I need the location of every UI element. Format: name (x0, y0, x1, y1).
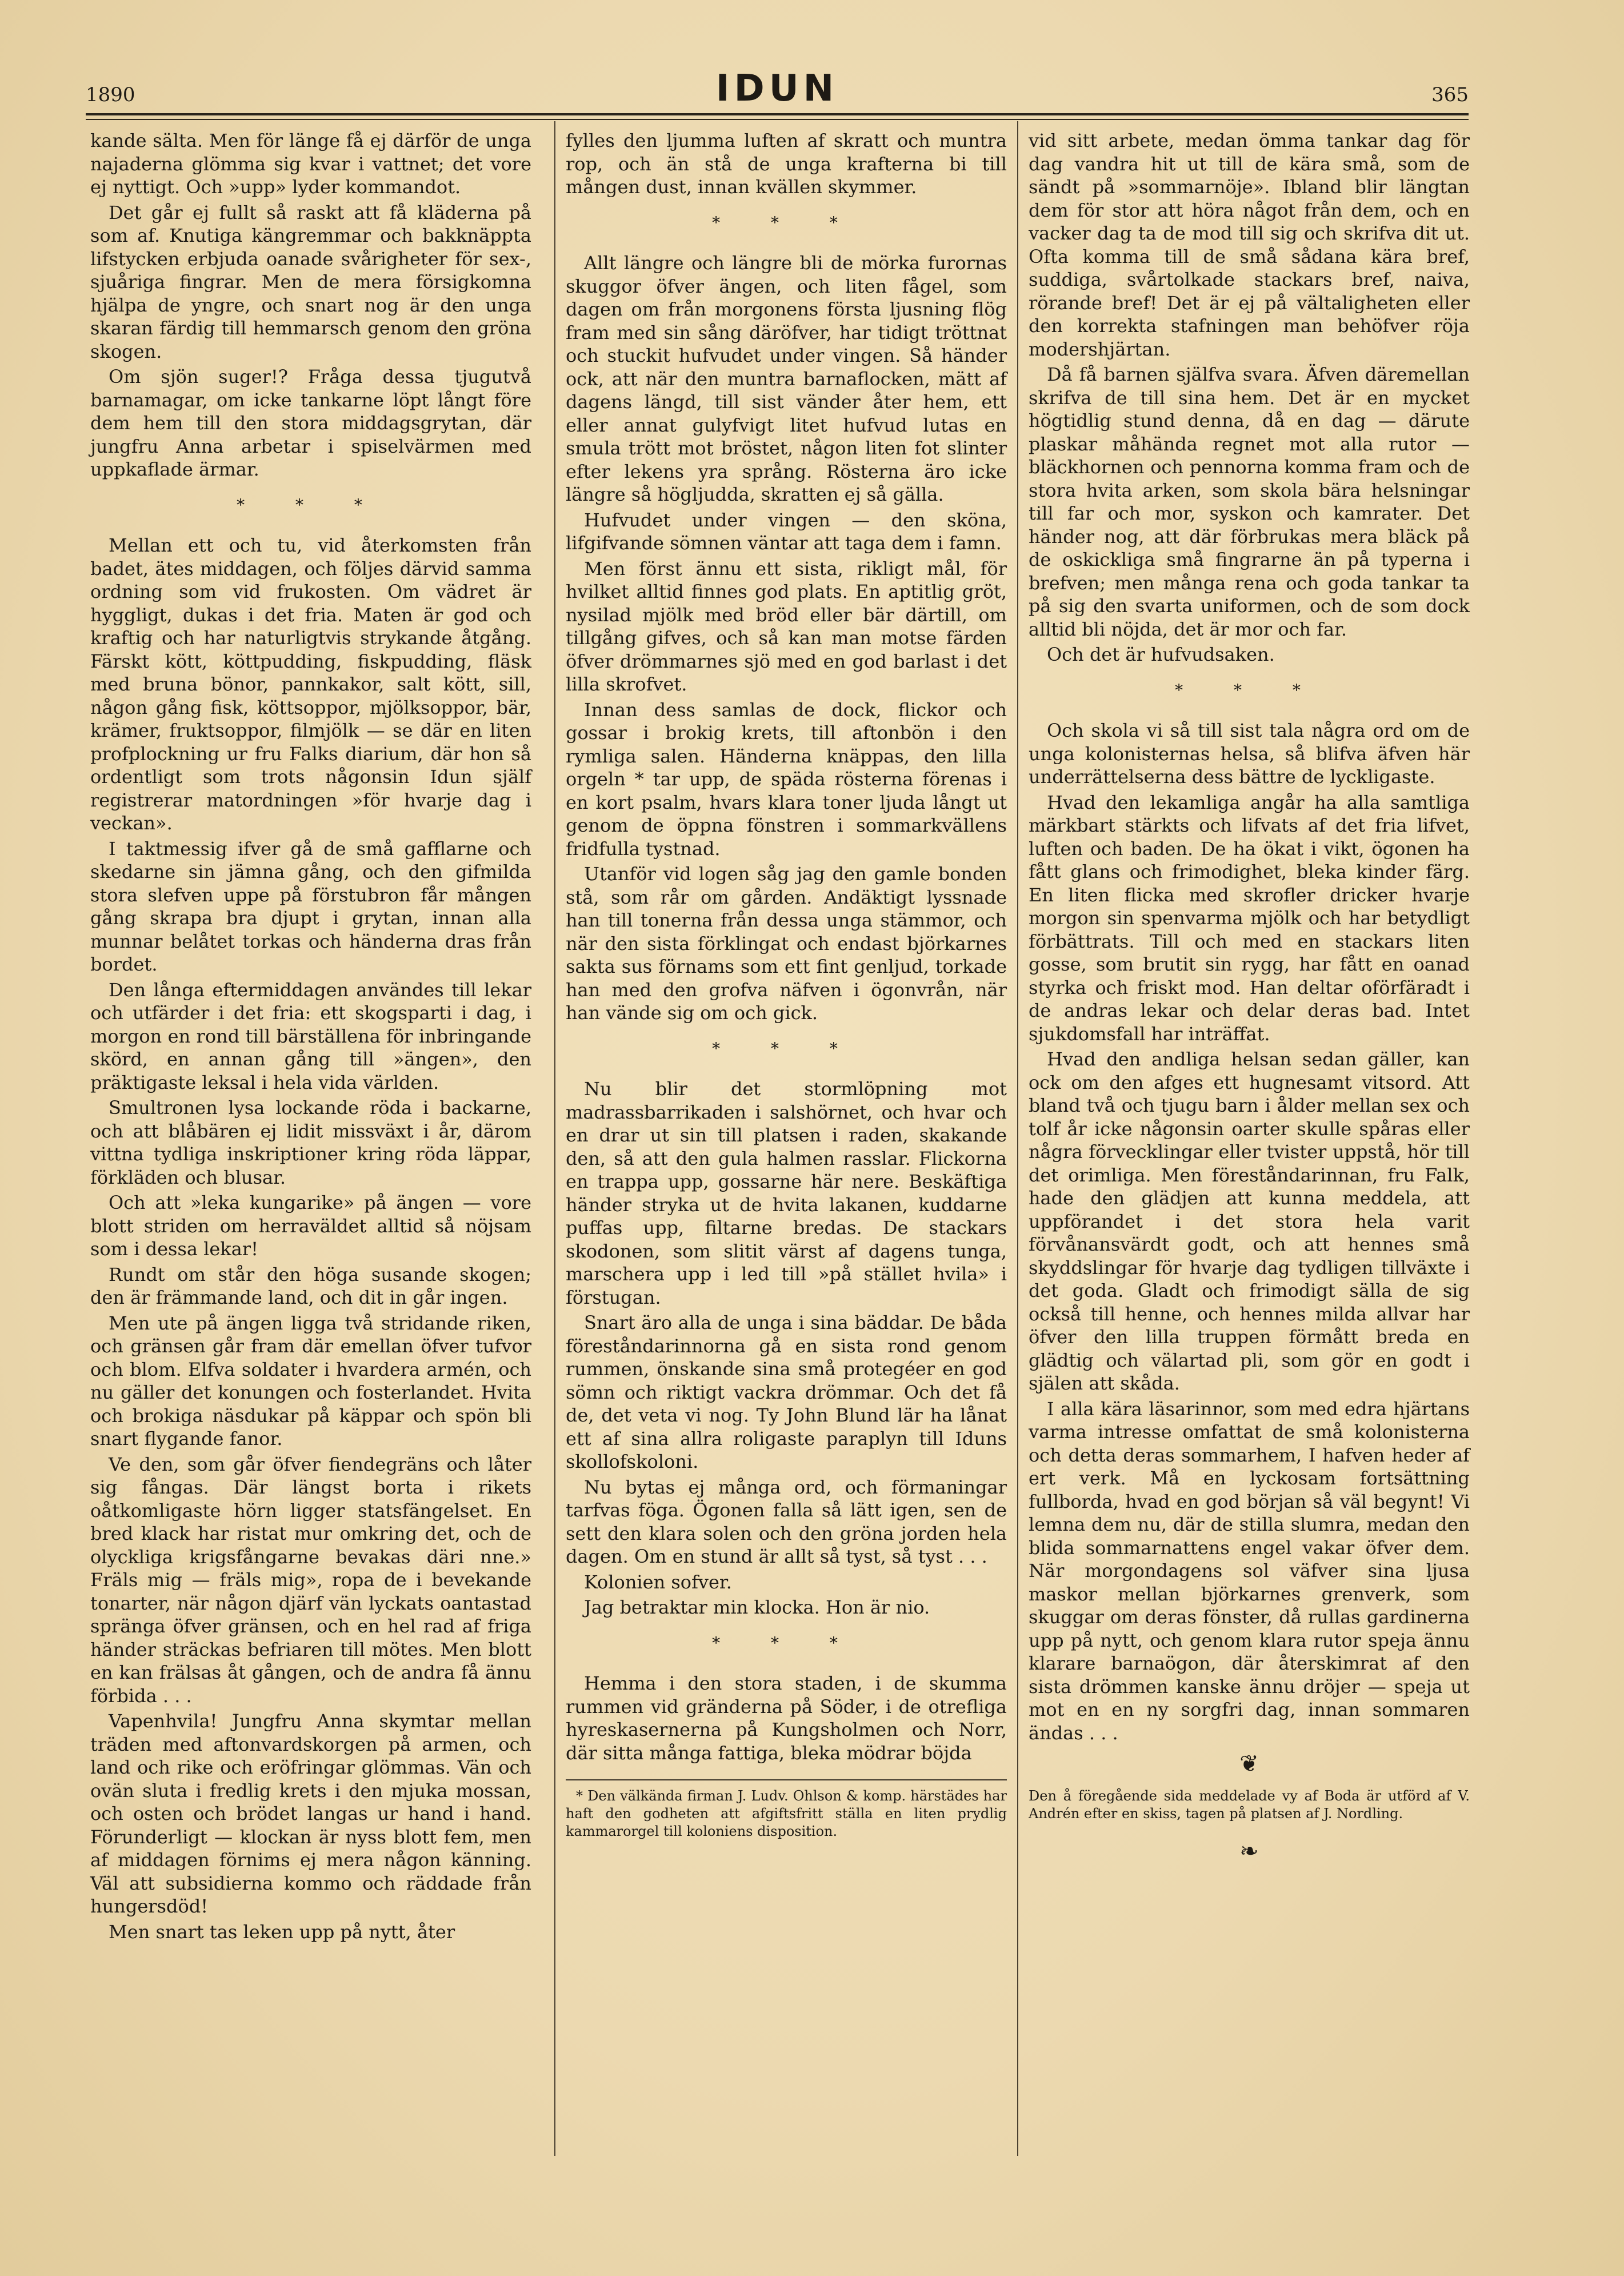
paragraph: Och skola vi så till sist tala några ord om de unga kolonisternas helsa, så blifva äfven här underrättelserna dess bättre de lyckligaste. (1029, 720, 1470, 788)
paragraph: kande sälta. Men för länge få ej därför de unga najaderna glömma sig kvar i vattnet; det vore ej nyttigt. Och »upp» lyder kommandot. (90, 130, 531, 198)
column-divider-2 (1017, 121, 1018, 2156)
paragraph: I alla kära läsarinnor, som med edra hjärtans varma intresse omfattat de små kolonisterna och detta deras sommarhem, I hafven heder af ert verk. Må en lyckosam fortsättning fullborda, hvad en god början så väl begynt! Vi lemna dem nu, där de stilla slumra, medan den blida sommarnattens engel vakar öfver dem. När morgondagens sol väfver sina ljusa maskor mellan björkarnes grenverk, som skuggar om deras fönster, då rullas gardinerna upp på nytt, och genom klara rutor speja ännu klarare barnaögon, där återskimrat af den sista drömmen kanske ännu dröjer — speja ut mot en en ny sorgfri dag, innan sommaren ändas . . . (1029, 1397, 1470, 1744)
header-rule-top (86, 113, 1469, 115)
ornament-icon: ❦ (1239, 1751, 1259, 1777)
paragraph: Om sjön suger!? Fråga dessa tjugutvå barnamagar, om icke tankarne löpt långt före dem hem till den stora middagsgrytan, där jungfru Anna arbetar i spiselvärmen med uppkaflade ärmar. (90, 366, 531, 480)
paragraph: Vapenhvila! Jungfru Anna skymtar mellan träden med aftonvardskorgen på armen, och land och rike och eröfringar glömmas. Vän och ovän sluta i fredlig krets i den mjuka mossan, och osten och brödet langas ur hand i hand. Förunderligt — klockan är nyss blott fem, men af middagen förnims ej mera någon känning. Väl att subsidierna kommo och räddade från hungersdöd! (90, 1710, 531, 1917)
paragraph: Och det är hufvudsaken. (1047, 644, 1275, 665)
section-separator: * * * (712, 1039, 861, 1058)
paragraph: Hemma i den stora staden, i de skumma rummen vid gränderna på Söder, i de otrefliga hyreskasernerna på Kungsholmen och Norr, där sitta många fattiga, bleka mödrar böjda (566, 1672, 1007, 1764)
section-separator: * * * (712, 1633, 861, 1652)
paragraph: Innan dess samlas de dock, flickor och gossar i brokig krets, till aftonbön i den rymliga salen. Händerna knäppas, den lilla orgeln * tar upp, de späda rösterna förenas i en kort psalm, hvars klara toner ljuda långt ut genom de öppna fönstren i sommarkvällens fridfulla tystnad. (566, 698, 1007, 860)
paragraph: Men först ännu ett sista, rikligt mål, för hvilket alltid finnes god plats. En aptitlig gröt, nysilad mjölk med bröd eller bär därtill, om tillgång gifves, och så kan man motse färden öfver drömmarnes sjö med en god barlast i det lilla skrofvet. (566, 557, 1007, 695)
column-1 (90, 129, 531, 1946)
section-separator: * * * (237, 495, 385, 514)
paragraph: Hvad den lekamliga angår ha alla samtliga märkbart stärkts och lifvats af det fria lifvet, luften och baden. De ha ökat i vikt, ögonen ha fått glans och frimodighet, bleka kinder färg. En liten flicka med skrofler dricker hvarje morgon sin spenvarma mjölk och har betydligt förbättrats. Till och med en stackars liten gosse, som brutit sin rygg, har fått en oanad styrka och friskt mod. Han deltar oförfäradt i de andras lekar och delar deras bad. Intet sjukdomsfall har inträffat. (1029, 791, 1470, 1045)
paragraph: Snart äro alla de unga i sina bäddar. De båda föreståndarinnorna gå en sista rond genom rummen, önskande sina små protegéer en god sömn och riktigt vackra drömmar. Och det få de, det veta vi nog. Ty John Blund lär ha lånat ett af sina allra roligaste paraplyn till Iduns skollofskoloni. (566, 1312, 1007, 1472)
paragraph: Men snart tas leken upp på nytt, åter (109, 1920, 455, 1943)
paragraph: Och att »leka kungarike» på ängen — vore blott striden om herraväldet alltid så nöjsam som i dessa lekar! (90, 1192, 531, 1260)
paragraph: Allt längre och längre bli de mörka furornas skuggor öfver ängen, och liten fågel, som dagen om från morgonens första ljusning flög fram med sin sång däröfver, har tidigt tröttnat och stuckit hufvudet under vingen. Så händer ock, att när den muntra barnaflocken, mätt af dagens längd, till sist vänder åter hem, ett eller annat gulyfvigt litet hufvud lutas en smula trött mot bröstet, någon liten fot slinter efter lekens yra språng. Rösterna äro icke längre så högljudda, skratten ej så gälla. (566, 252, 1007, 505)
paragraph: Nu blir det stormlöpning mot madrassbarrikaden i salshörnet, och hvar och en drar ut sin till platsen i raden, skakande den, så att den gula halmen rasslar. Flickorna en trappa upp, gossarne här nere. Beskäftiga händer stryka ut de hvita lakanen, kuddarne puffas upp, filtarne bredas. De stackars skodonen, som slitit värst af dagens tunga, marschera upp i led till »på stället hvila» i förstugan. (566, 1078, 1007, 1308)
masthead-title: IDUN (715, 67, 839, 110)
paragraph: Den långa eftermiddagen användes till lekar och utfärder i det fria: ett skogsparti i dag, i morgon en rond till bärställena för inbringande skörd, en annan gång till »ängen», den präktigaste leksal i hela vida världen. (90, 979, 531, 1093)
paragraph: Men ute på ängen ligga två stridande riken, och gränsen går fram där emellan öfver tufvor och blom. Elfva soldater i hvardera armén, och nu gäller det konungen och fosterlandet. Hvita och brokiga näsdukar på käppar och spön bli snart flygande fanor. (90, 1312, 531, 1450)
paragraph: Mellan ett och tu, vid återkomsten från badet, ätes middagen, och följes därvid samma ordning som vid frukosten. Om vädret är hyggligt, dukas i det fria. Maten är god och kraftig och har naturligtvis strykande åtgång. Färskt kött, köttpudding, fiskpudding, fläsk med bruna bönor, pannkakor, salt kött, sill, någon gång fisk, köttsoppor, mjölksoppor, bär, krämer, fruktsoppor, filmjölk — se där en liten profplockning ur fru Falks diarium, där hon så ordentligt som trots någonsin Idun själf registrerar matordningen »för hvarje dag i veckan». (90, 534, 531, 834)
paragraph: Nu bytas ej många ord, och förmaningar tarfvas föga. Ögonen falla så lätt igen, sen de sett den klara solen och den gröna jorden hela dagen. Om en stund är allt så tyst, så tyst . . . (566, 1476, 1007, 1567)
column-3 (1029, 129, 1470, 1863)
paragraph: Rundt om står den höga susande skogen; den är främmande land, och dit in går ingen. (90, 1263, 531, 1308)
header-rule-bottom (86, 119, 1469, 120)
column-2 (566, 129, 1007, 1840)
section-separator: * * * (1175, 680, 1323, 700)
paragraph: Hvad den andliga helsan sedan gäller, kan ock om den afges ett hugnesamt vitsord. Att bland två och tjugu barn i ålder mellan sex och tolf år icke någonsin oarter skulle spåras eller några förvecklingar eller tvister uppstå, hör till det orimliga. Men föreståndarinnan, fru Falk, hade den glädjen att kunna meddela, att uppförandet i det stora hela varit förvånansvärdt godt, och att hennes små skyddslingar för hvarje dag tydligen tillväxte i det goda. Gladt och frimodigt sälla de sig också till henne, och hennes milda allvar har öfver den lilla truppen förmått breda en glädtig och välartad pli, som gör en godt i själen att skåda. (1029, 1048, 1470, 1394)
paragraph: Smultronen lysa lockande röda i backarne, och att blåbären ej lidit missväxt i år, därom vittna tydliga inskriptioner kring röda läppar, förkläden och blusar. (90, 1097, 531, 1188)
paragraph: Ve den, som går öfver fiendegräns och låter sig fångas. Där längst borta i rikets oåtkomligaste hörn ligger statsfängelset. En bred klack har ristat mur omkring det, och de olyckliga krigsfångarne bevakas däri nne.» Fräls mig — fräls mig», ropa de i bevekande tonarter, när någon djärf vän lyckats oantastad spränga öfver gränsen, och en hel rad af friga händer sträckas befriaren till mötes. Men blott en kan frälsas åt gången, och de andra få ännu förbida . . . (90, 1453, 531, 1707)
fleuron-icon: ❧ (1239, 1838, 1259, 1864)
paragraph: Jag betraktar min klocka. Hon är nio. (584, 1596, 930, 1618)
section-separator: * * * (712, 213, 861, 232)
paragraph: Kolonien sofver. (584, 1571, 732, 1593)
paragraph: fylles den ljumma luften af skratt och muntra rop, och än stå de unga krafterna bi till mången dust, innan kvällen skymmer. (566, 130, 1007, 198)
footnote: * Den välkända firman J. Ludv. Ohlson & komp. härstädes har haft den godheten att afgiftsfritt ställa en liten prydlig kammarorgel till koloniens disposition. (566, 1779, 1007, 1840)
page-number: 365 (1431, 83, 1469, 106)
paragraph: Hufvudet under vingen — den sköna, lifgifvande sömnen väntar att taga dem i famn. (566, 509, 1007, 554)
paragraph: Det går ej fullt så raskt att få kläderna på som af. Knutiga kängremmar och bakknäppta lifstycken erbjuda oanade svårigheter för sex-, sjuåriga fingrar. Men de mera försigkomna hjälpa de yngre, och snart nog är den unga skaran färdig till hemmarsch genom den gröna skogen. (90, 201, 531, 362)
paragraph: vid sitt arbete, medan ömma tankar dag för dag vandra hit ut till de kära små, som de sändt på »sommarnöje». Ibland blir längtan dem för stor att höra något från dem, och en vacker dag ta de mod till sig och skrifva dit ut. Ofta komma till de små sådana kära bref, suddiga, svårtolkade stackars bref, naiva, rörande bref! Det är ej på vältaligheten eller den korrekta stafningen man behöfver röja modershjärtan. (1029, 130, 1470, 360)
page-header (86, 67, 1469, 113)
column-divider-1 (554, 121, 555, 2156)
issue-year: 1890 (86, 83, 135, 106)
image-credit: Den å föregående sida meddelade vy af Boda är utförd af V. Andrén efter en skiss, tagen på platsen af J. Nordling. (1029, 1787, 1470, 1822)
paragraph: Då få barnen själfva svara. Äfven däremellan skrifva de till sina hem. Det är en mycket högtidlig stund denna, då en dag — därute plaskar måhända regnet mot alla rutor — bläckhornen och pennorna komma fram och de stora hvita arken, som skola bära helsningar till far och mor, syskon och kamrater. Det händer nog, att där förbrukas mera bläck på de oskickliga små fingrarne än på typerna i brefven; men många rena och goda tankar ta på sig den svarta uniformen, och de som dock alltid bli nöjda, det är mor och far. (1029, 364, 1470, 640)
paragraph: I taktmessig ifver gå de små gafflarne och skedarne sin jämna gång, och den gifmilda stora slefven uppe på förstubron får mången gång skrapa bra djupt i grytan, innan alla munnar belåtet torkas och händerna dras från bordet. (90, 837, 531, 975)
paragraph: Utanför vid logen såg jag den gamle bonden stå, som rår om gården. Andäktigt lyssnade han till tonerna från dessa unga stämmor, och när den sista förklingat och endast björkarnes sakta sus förnams som ett fint genljud, torkade han med den grofva näfven i ögonvrån, när han vände sig om och gick. (566, 863, 1007, 1024)
